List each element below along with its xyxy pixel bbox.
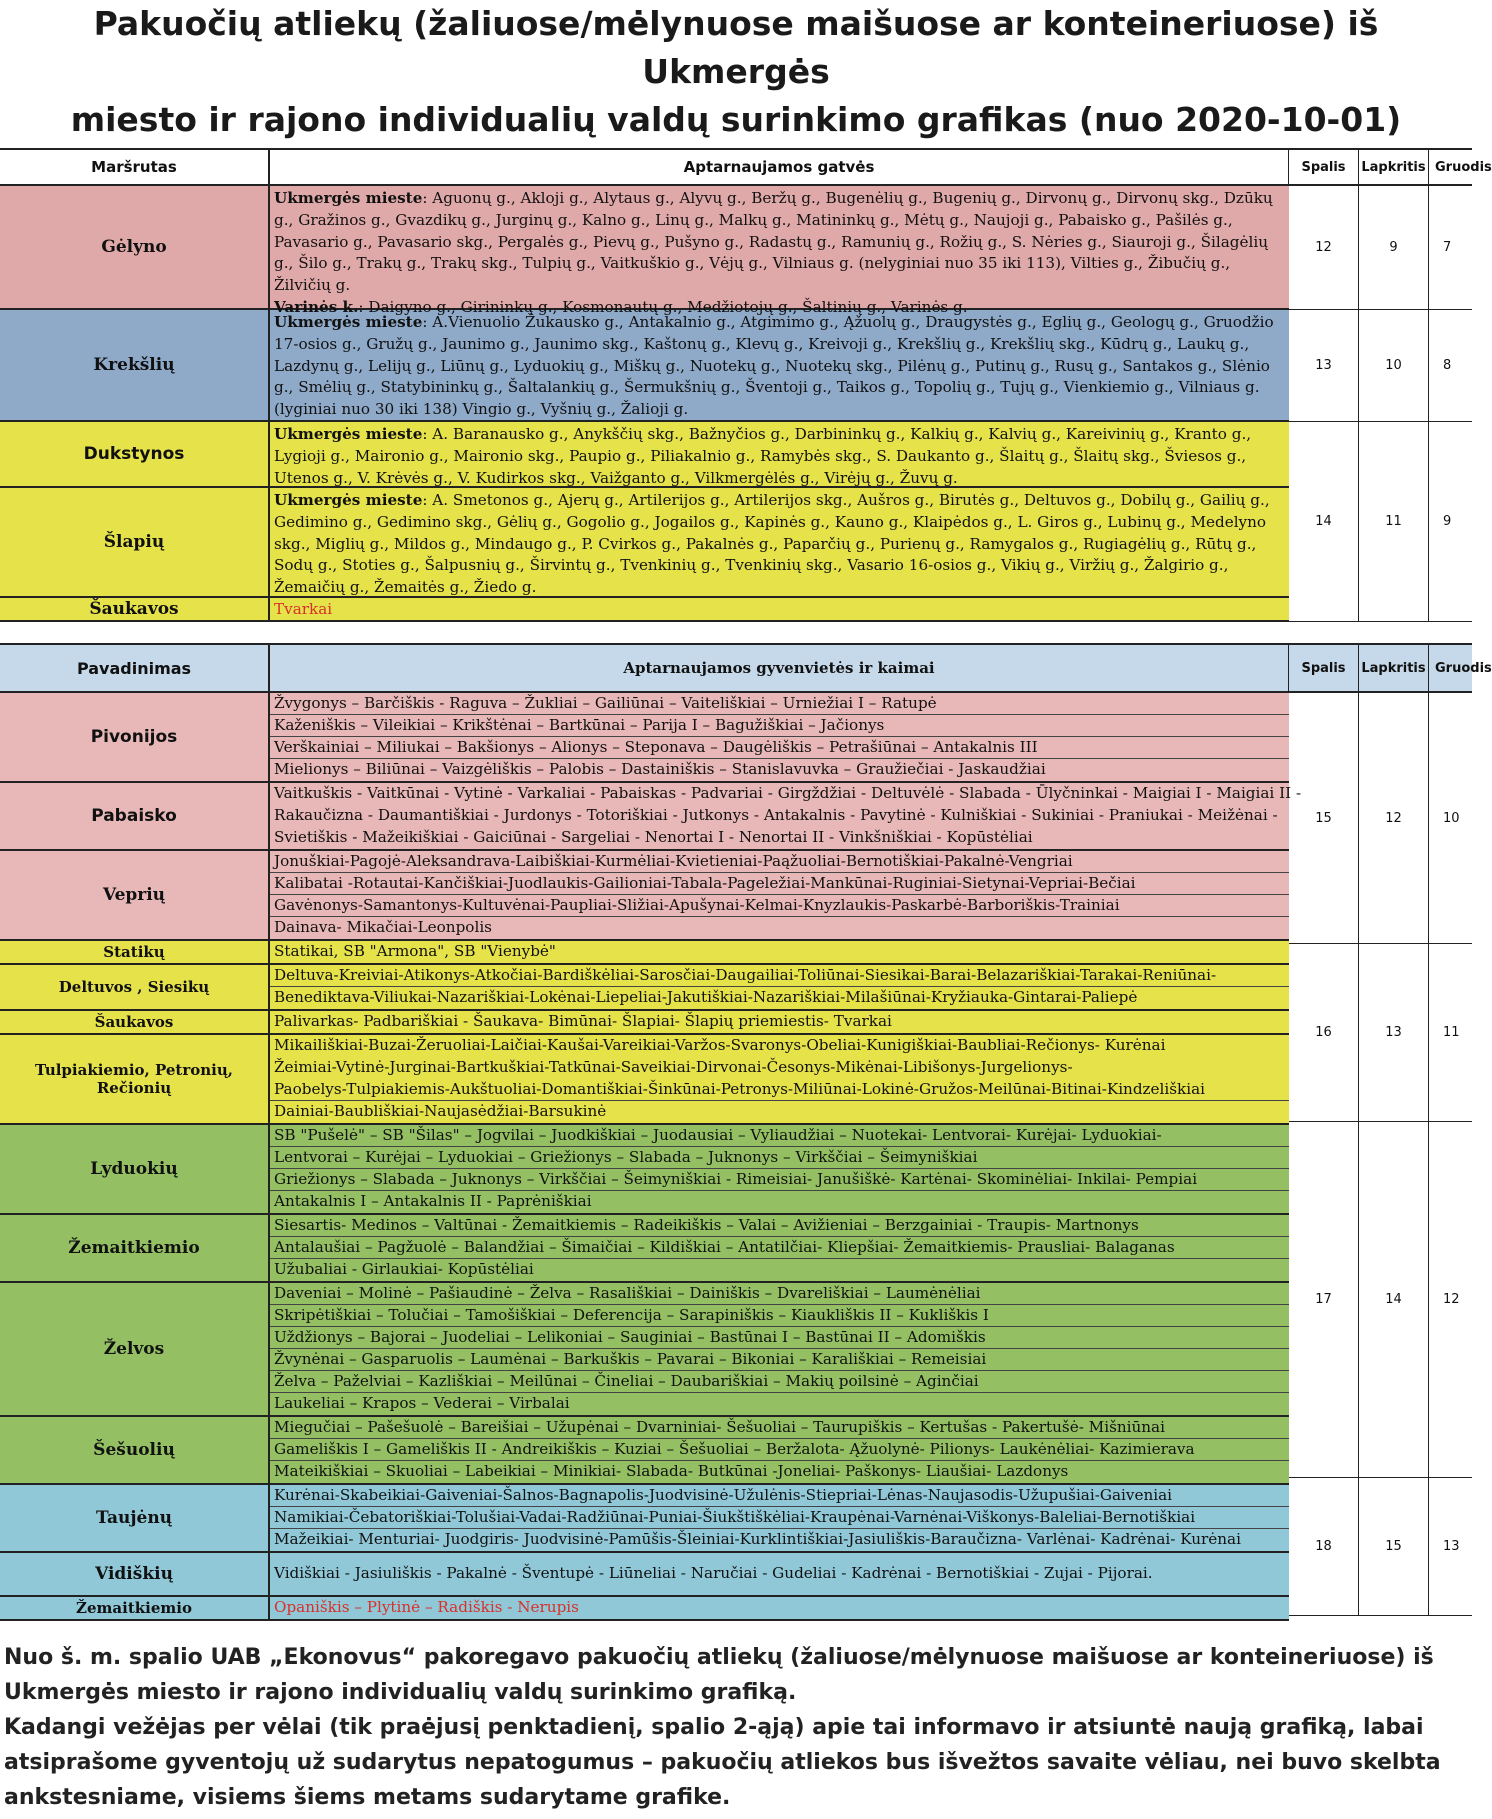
village-line: Namikiai-Čebatoriškiai-Tolušiai-Vadai-Radžiūnai-Puniai-Šiukštiškėliai-Kraupėnai-Varnėnai-Viškonys-Baleliai-Bernotiškiai: [270, 1507, 1289, 1529]
village-line: Laukeliai – Krapos – Vederai – Virbalai: [274, 1394, 570, 1412]
street-list: : A. Smetonos g., Ajerų g., Artilerijos g., Artilerijos skg., Aušros g., Birutės g., Deltuvos g., Dobilų g., Gailių g., Gedimino g., Gedimino skg., Gėlių g., Gogolio g., Jogailos g., Kapinės g., Kauno g., Klaipėdos g., L. Giros g., Lubinų g., Medelyno skg., Miglių g., Mildos g., Mindaugo g., P. Cvirkos g., Pakalnės g., Paparčių g., Purienų g., Ramygalos g., Rugiagėlių g., Rūtų g., Sodų g., Stoties g., Šalpusnių g., Širvintų g., Tvenkinių g., Tvenkinių skg., Vasario 16-osios g., Vikių g., Viržių g., Žalgirio g., Žemaičių g., Žemaitės g., Žiedo g.: [274, 491, 1270, 597]
villages-table: [0, 643, 1492, 1621]
route-name: Šaukavos: [0, 598, 270, 620]
october-day: 17: [1289, 1122, 1359, 1477]
table-row: [0, 1035, 1289, 1125]
table-row: [0, 851, 1289, 941]
date-group: [1289, 422, 1472, 622]
village-line: Uždžionys – Bajorai – Juodeliai – Lelikoniai – Sauginiai – Bastūnai I – Bastūnai II – Adomiškis: [270, 1327, 1289, 1349]
table2-header: [0, 645, 1492, 693]
october-day: 18: [1289, 1478, 1359, 1615]
village-line: Verškainiai – Miliukai – Bakšionys – Alionys – Steponava – Daugėliškis – Petrašiūnai – Antakalnis III: [270, 737, 1289, 759]
december-day: 7: [1443, 240, 1452, 255]
street-list: : Aguonų g., Akloji g., Alytaus g., Alyvų g., Beržų g., Bugenėlių g., Bugenių g., Dirvonų g., Dirvonų skg., Dzūkų g., Gražinos g., Gvazdikų g., Jurginų g., Kalno g., Linų g., Malkų g., Matininkų g., Mėtų g., Naujoji g., Pabaisko g., Pašilės g., Pavasario g., Pavasario skg., Pergalės g., Pievų g., Pušyno g., Radastų g., Ramunių g., Rožių g., S. Nėries g., Siauroji g., Šilagėlių g., Šilo g., Trakų g., Trakų skg., Tulpių g., Vaitkuškio g., Vėjų g., Vilniaus g. (nelyginiai nuo 35 iki 113), Vilties g., Žibučių g., Žilvičių g.: [274, 189, 1273, 295]
village-group-name: Tulpiakiemio, Petronių, Rečionių: [0, 1035, 270, 1123]
date-group: [1289, 1478, 1472, 1616]
village-group-name: Vidiškių: [0, 1553, 270, 1595]
village-line: Žeimiai-Vytinė-Jurginai-Bartkuškiai-Tatkūnai-Saveikiai-Dirvonai-Česonys-Mikėnai-Libišonys-Jurgelionys-: [274, 1058, 1073, 1076]
october-day: 13: [1289, 310, 1359, 421]
village-line: Mažeikiai- Menturiai- Juodgiris- Juodvisinė-Pamūšis-Šleiniai-Kurklintiškiai-Jasiuliškis-Baraučizna- Varlėnai- Kadrėnai- Kurėnai: [274, 1530, 1241, 1548]
village-line: Rakaučizna - Daumantiškiai - Jurdonys - Totoriškiai - Jutkonys - Antakalnis - Pavytinė - Kulniškiai - Sukiniai - Praniukai - Meižėnai -: [274, 806, 1278, 824]
october-day: 15: [1289, 693, 1359, 943]
december-day: 8: [1443, 358, 1452, 373]
village-group-name: Žemaitkiemio: [0, 1597, 270, 1619]
table1-header: [0, 150, 1492, 186]
village-line: Daveniai – Molinė – Pašiaudinė – Želva – Rasališkiai – Dainiškis – Dvareliškiai – Laumėnėliai: [270, 1283, 1289, 1305]
village-lines: [270, 1417, 1289, 1483]
table-row: [0, 186, 1289, 316]
village-line: Vidiškiai - Jasiuliškis - Pakalnė - Šventupė - Liūneliai - Naručiai - Gudeliai - Kadrėnai - Bernotiškiai - Zujai - Pijorai.: [274, 1564, 1153, 1582]
route-streets: [270, 488, 1289, 596]
village-line: Mateikiškiai – Skuoliai – Labeikiai – Minikiai- Slabada- Butkūnai -Joneliai- Paškonys- Liaušiai- Lazdonys: [274, 1462, 1069, 1480]
street-list: : A. Baranausko g., Anykščių skg., Bažnyčios g., Darbininkų g., Kalkių g., Kalvių g., Kareivinių g., Kranto g., Lygioji g., Maironio g., Maironio skg., Paupio g., Piliakalnio g., Ramybės skg., S. Daukanto g., Šlaitų g., Šlaitų skg., Šviesos g., Utenos g., V. Krėvės g., V. Kudirkos skg., Vaižganto g., Vilkmergėlės g., Virėjų g., Žuvų g.: [274, 425, 1252, 487]
table-row: [0, 965, 1289, 1011]
december-day: 13: [1443, 1539, 1460, 1554]
table-row: [0, 941, 1289, 965]
december-day: 9: [1443, 514, 1452, 529]
village-line: Palivarkas- Padbariškiai - Šaukava- Bimūnai- Šlapiai- Šlapių priemiestis- Tvarkai: [274, 1012, 892, 1030]
village-line: Lentvorai – Kurėjai – Lyduokiai – Griežionys – Slabada – Juknonys – Virkščiai – Šeimyniškiai: [270, 1147, 1289, 1169]
village-group-name: Veprių: [0, 851, 270, 939]
table-row: [0, 1597, 1289, 1621]
col-december-header: Gruodis: [1435, 660, 1492, 676]
page-title: [0, 0, 1472, 144]
village-line: Mielionys – Biliūnai – Vaizgėliškis – Palobis – Dastainiškis – Stanislavuvka – Graužiečiai - Jaskaudžiai: [274, 760, 1046, 778]
november-day: 10: [1359, 310, 1429, 421]
village-line: Skripėtiškiai – Tolučiai – Tamošiškiai – Deferencija – Sarapiniškis – Kiaukliškis II – Kukliškis I: [270, 1305, 1289, 1327]
village-line: Svietiškis - Mažeikiškiai - Gaiciūnai - Sargeliai - Nenortai I - Nenortai II - Vinkšniškiai - Kopūstėliai: [274, 828, 1033, 846]
village-line: Želva – Paželviai – Kazliškiai – Meilūnai – Čineliai – Daubariškiai – Makių poilsinė – Aginčiai: [270, 1371, 1289, 1393]
table-row: [0, 488, 1289, 598]
november-day: 12: [1359, 693, 1429, 943]
village-lines: [270, 1035, 1289, 1123]
village-line: Dainiai-Baubliškiai-Naujasėdžiai-Barsukinė: [274, 1102, 607, 1120]
date-group: [1289, 1122, 1472, 1478]
route-streets: Tvarkai: [274, 600, 333, 618]
street-list: : A.Vienuolio Žukausko g., Antakalnio g., Atgimimo g., Ąžuolų g., Draugystės g., Eglių g., Geologų g., Gruodžio 17-osios g., Gružų g., Jaunimo g., Jaunimo skg., Kaštonų g., Klevų g., Kreivoji g., Krekšlių g., Krekšlių skg., Kūdrų g., Laukų g., Lazdynų g., Lelijų g., Liūnų g., Lyduokių g., Miškų g., Nuotekų g., Nuotekų skg., Pilėnų g., Putinų g., Rusų g., Santakos g., Slėnio g., Smėlių g., Statybininkų g., Šaltalankių g., Šermukšnių g., Šventoji g., Taikos g., Topolių g., Tujų g., Vienkiemio g., Vilniaus g. (lyginiai nuo 30 iki 138) Vingio g., Vyšnių g., Žalioji g.: [274, 313, 1274, 419]
october-day: 14: [1289, 422, 1359, 621]
village-line: Miegučiai – Pašešuolė – Bareišiai – Užupėnai – Dvarniniai- Šešuoliai – Taurupiškis – Kertušas - Pakertušė- Mišniūnai: [270, 1417, 1289, 1439]
village-line: SB "Pušelė" – SB "Šilas" – Jogvilai – Juodkiškiai – Juodausiai – Vyliaudžiai – Nuotekai- Lentvorai- Kurėjai- Lyduokiai-: [270, 1125, 1289, 1147]
november-day: 9: [1359, 186, 1429, 309]
village-group-name: Pabaisko: [0, 783, 270, 849]
village-line: Dainava- Mikačiai-Leonpolis: [274, 918, 492, 936]
village-line: Antakalnis I – Antakalnis II - Paprėniškiai: [274, 1192, 592, 1210]
village-line: Siesartis- Medinos – Valtūnai - Žemaitkiemis – Radeikiškis – Valai – Avižieniai – Berzgainiai - Traupis- Martnonys: [270, 1215, 1289, 1237]
route-streets: [270, 310, 1289, 420]
village-group-name: Deltuvos , Siesikų: [0, 965, 270, 1009]
village-lines: [270, 693, 1289, 781]
village-lines: [270, 1597, 1289, 1619]
village-group-name: Statikų: [0, 941, 270, 963]
table-row: [0, 1215, 1289, 1283]
village-group-name: Lyduokių: [0, 1125, 270, 1213]
area-label: Ukmergės mieste: [274, 491, 423, 509]
table-row: [0, 1485, 1289, 1553]
col-villages-header: Aptarnaujamos gyvenvietės ir kaimai: [270, 645, 1289, 691]
table-row: [0, 1283, 1289, 1417]
village-line: Benediktava-Viliukai-Nazariškiai-Lokėnai-Liepeliai-Jakutiškiai-Nazariškiai-Milašiūnai-Kryžiauka-Gintarai-Paliepė: [274, 988, 1138, 1006]
village-line: Paobelys-Tulpiakiemis-Aukštuoliai-Domantiškiai-Šinkūnai-Petronys-Miliūnai-Lokinė-Gružos-Meilūnai-Bitinai-Kindzeliškiai: [270, 1079, 1289, 1101]
route-name: Dukstynos: [0, 422, 270, 486]
november-day: 11: [1359, 422, 1429, 621]
village-lines: [270, 965, 1289, 1009]
village-line: Deltuva-Kreiviai-Atikonys-Atkočiai-Bardiškėliai-Sarosčiai-Daugailiai-Toliūnai-Siesikai-Barai-Belazariškiai-Tarakai-Reniūnai-: [270, 965, 1289, 987]
footer-paragraph-1: Nuo š. m. spalio UAB „Ekonovus“ pakoregavo pakuočių atliekų (žaliuose/mėlynuose maišuose ar konteineriuose) iš Ukmergės miesto ir rajono individualių valdų surinkimo grafiką.: [4, 1645, 1434, 1705]
village-lines: [270, 783, 1302, 849]
street-list: : Daigyno g., Girininkų g., Kosmonautų g., Medžiotojų g., Šaltinių g., Varinės g.: [358, 297, 968, 316]
date-group: [1289, 693, 1472, 944]
col-streets-header: Aptarnaujamos gatvės: [270, 150, 1289, 184]
table-row: [0, 598, 1289, 622]
table-row: [0, 693, 1289, 783]
date-group: [1289, 310, 1472, 422]
village-line: Gavėnonys-Samantonys-Kultuvėnai-Paupliai-Sližiai-Apušynai-Kelmai-Knyzlaukis-Paskarbė-Barboriškis-Trainiai: [270, 895, 1289, 917]
november-day: 15: [1359, 1478, 1429, 1615]
village-lines: [270, 1283, 1289, 1415]
table-row: [0, 310, 1289, 422]
village-group-name: Taujėnų: [0, 1485, 270, 1551]
village-lines: [270, 941, 1289, 963]
village-group-name: Pivonijos: [0, 693, 270, 781]
area-label: Varinės k.: [274, 297, 359, 316]
village-group-name: Šaukavos: [0, 1011, 270, 1033]
route-name: Krekšlių: [0, 310, 270, 420]
route-streets: [270, 186, 1289, 316]
village-lines: [270, 1011, 1289, 1033]
footer-paragraph-2: Kadangi vežėjas per vėlai (tik praėjusį penktadienį, spalio 2-ąją) apie tai informavo ir atsiuntė naują grafiką, labai atsiprašome gyventojų už sudarytus nepatogumus – pakuočių atliekos bus išvežtos savaite vėliau, nei buvo skelbta ankstesniame, visiems šiems metams sudarytame grafike.: [4, 1715, 1441, 1810]
village-line: Vaitkuškis - Vaitkūnai - Vytinė - Varkaliai - Pabaiskas - Padvariai - Girgždžiai - Deltuvėlė - Slabada - Ūlyčninkai - Maigiai I - Maigiai II -: [274, 784, 1302, 802]
village-line: Užubaliai - Girlaukiai- Kopūstėliai: [274, 1260, 534, 1278]
village-line: Žvynėnai – Gasparuolis – Laumėnai – Barkuškis – Pavarai – Bikoniai – Karališkiai – Remeisiai: [270, 1349, 1289, 1371]
area-label: Ukmergės mieste: [274, 425, 423, 443]
october-day: 12: [1289, 186, 1359, 309]
village-line: Kurėnai-Skabeikiai-Gaiveniai-Šalnos-Bagnapolis-Juodvisinė-Užulėnis-Stiepriai-Lėnas-Naujasodis-Užupušiai-Gaiveniai: [270, 1485, 1289, 1507]
table2-dates: [1289, 693, 1472, 1621]
october-day: 16: [1289, 944, 1359, 1121]
village-line: Jonuškiai-Pagojė-Aleksandrava-Laibiškiai-Kurmėliai-Kvietieniai-Paąžuoliai-Bernotiškiai-Pakalnė-Vengriai: [270, 851, 1289, 873]
december-day: 10: [1443, 810, 1460, 826]
title-line-1: Pakuočių atliekų (žaliuose/mėlynuose maišuose ar konteineriuose) iš Ukmergės: [93, 4, 1379, 91]
table-row: [0, 1417, 1289, 1485]
table1-dates: [1289, 186, 1472, 622]
col-november-header: Lapkritis: [1359, 150, 1429, 184]
village-line: Statikai, SB "Armona", SB "Vienybė": [274, 942, 556, 960]
december-day: 12: [1443, 1292, 1460, 1307]
village-line: Kaženiškis – Vileikiai – Krikštėnai – Bartkūnai – Parija I – Bagužiškiai – Jačionys: [270, 715, 1289, 737]
village-line: Griežionys – Slabada – Juknonys – Virkščiai – Šeimyniškiai - Rimeisiai- Janušiškė- Kartėnai- Skominėliai- Inkilai- Pempiai: [270, 1169, 1289, 1191]
table-row: [0, 783, 1302, 851]
village-line: Gameliškis I – Gameliškis II - Andreikiškis – Kuziai – Šešuoliai – Beržalota- Ąžuolynė- Pilionys- Laukėnėliai- Kazimierava: [270, 1439, 1289, 1461]
area-label: Ukmergės mieste: [274, 313, 423, 331]
november-day: 13: [1359, 944, 1429, 1121]
village-lines: [270, 1125, 1289, 1213]
november-day: 14: [1359, 1122, 1429, 1477]
village-lines: [270, 1215, 1289, 1281]
village-line: Kalibatai -Rotautai-Kančiškiai-Juodlaukis-Gailioniai-Tabala-Pageležiai-Mankūnai-Ruginiai-Sietynai-Vepriai-Bečiai: [270, 873, 1289, 895]
village-line: Opaniškis – Plytinė – Radiškis - Nerupis: [274, 1598, 579, 1616]
village-group-name: Želvos: [0, 1283, 270, 1415]
village-line: Antalaušiai – Pagžuolė – Balandžiai – Šimaičiai – Kildiškiai – Antatilčiai- Kliepšiai- Žemaitkiemis- Prausliai- Balaganas: [270, 1237, 1289, 1259]
village-group-name: Žemaitkiemio: [0, 1215, 270, 1281]
village-line: Žvygonys – Barčiškis - Raguva – Žukliai – Gailiūnai – Vaiteliškiai – Urniežiai I – Ratupė: [270, 693, 1289, 715]
village-lines: [270, 1553, 1289, 1595]
date-group: [1289, 186, 1472, 310]
route-name: Šlapių: [0, 488, 270, 596]
village-lines: [270, 851, 1289, 939]
route-streets: [270, 422, 1289, 486]
footer-note: [4, 1640, 1464, 1815]
col-october-header: Spalis: [1289, 150, 1359, 184]
route-name: Gėlyno: [0, 186, 270, 308]
village-group-name: Šešuolių: [0, 1417, 270, 1483]
city-routes-table: [0, 148, 1492, 622]
area-label: Ukmergės mieste: [274, 189, 423, 207]
col-december-header: Gruodis: [1435, 159, 1492, 175]
table-row: [0, 1011, 1289, 1035]
col-november-header: Lapkritis: [1359, 645, 1429, 691]
col-name-header: Pavadinimas: [0, 645, 270, 691]
table-row: [0, 422, 1289, 488]
table-row: [0, 1553, 1289, 1597]
col-route-header: Maršrutas: [0, 150, 270, 184]
village-lines: [270, 1485, 1289, 1551]
table-row: [0, 1125, 1289, 1215]
col-october-header: Spalis: [1289, 645, 1359, 691]
date-group: [1289, 944, 1472, 1122]
december-day: 11: [1443, 1025, 1460, 1040]
title-line-2: miesto ir rajono individualių valdų surinkimo grafikas (nuo 2020-10-01): [70, 100, 1402, 139]
village-line: Mikailiškiai-Buzai-Žeruoliai-Laičiai-Kaušai-Vareikiai-Varžos-Svaronys-Obeliai-Kunigiškiai-Baubliai-Rečionys- Kurėnai: [274, 1036, 1166, 1054]
